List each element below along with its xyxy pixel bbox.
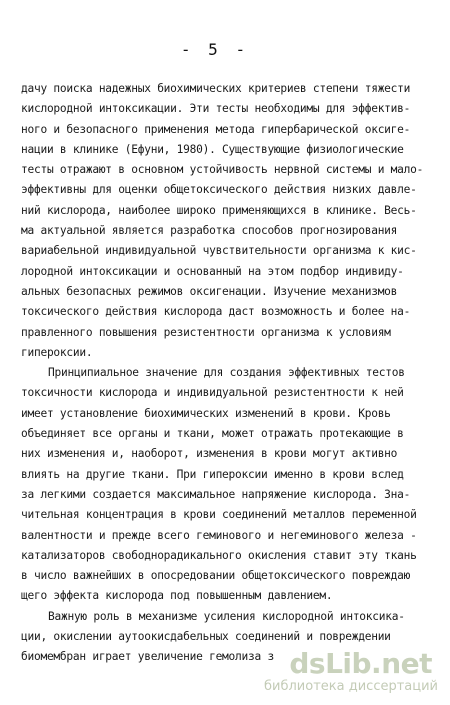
text-line: ции, окислении аутоокисдабельных соединений и повреждении xyxy=(21,630,391,644)
text-line: объединяет все органы и ткани, может отражать протекающие в xyxy=(21,427,404,441)
text-line: за легкими создается максимальное напряжение кислорода. Зна- xyxy=(21,487,411,501)
text-line: ма актуальной является разработка способов прогнозирования xyxy=(21,224,398,238)
text-line: гипероксии. xyxy=(21,345,93,359)
text-line: ного и безопасного применения метода гипербарической оксиге- xyxy=(21,122,411,136)
text-line: в число важнейших в опосредовании общетоксического повреждаю xyxy=(21,569,411,583)
text-line: тесты отражают в основном устойчивость нервной системы и мало- xyxy=(21,163,424,177)
text-line: токсичности кислорода и индивидуальной резистентности к ней xyxy=(21,386,404,400)
text-line: вариабельной индивидуальной чувствительности организма к кис- xyxy=(21,244,417,258)
text-line: нации в клинике (Ефуни, 1980). Существующие физиологические xyxy=(21,142,404,156)
text-line: чительная концентрация в крови соединений металлов переменной xyxy=(21,508,417,522)
text-line: влиять на другие ткани. При гипероксии именно в крови вслед xyxy=(21,467,404,481)
text-line: дачу поиска надежных биохимических критериев степени тяжести xyxy=(21,82,411,95)
text-line: катализаторов свободнорадикального окисления ставит эту ткань xyxy=(21,548,417,562)
watermark-logo: dsLib.net xyxy=(289,647,432,680)
body-text xyxy=(21,79,441,668)
text-line: правленного повышения резистентности организма к условиям xyxy=(21,325,391,339)
text-line: эффективны для оценки общетоксического действия низких давле- xyxy=(21,183,417,197)
text-line: валентности и прежде всего геминового и негеминового железа - xyxy=(21,528,417,542)
text-line: кислородной интоксикации. Эти тесты необходимы для эффектив- xyxy=(21,102,411,116)
paragraph-start-line: Принципиальное значение для создания эффективных тестов xyxy=(48,366,405,380)
text-line: щего эффекта кислорода под повышенным давлением. xyxy=(21,589,333,603)
watermark xyxy=(242,647,442,697)
text-line: биомембран играет увеличение гемолиза з xyxy=(21,650,274,664)
text-line: токсического действия кислорода даст возможность и более на- xyxy=(21,305,411,319)
text-line: лородной интоксикации и основанный на этом подбор индивиду- xyxy=(21,264,404,278)
text-line: альных безопасных режимов оксигенации. Изучение механизмов xyxy=(21,284,398,298)
text-line: имеет установление биохимических изменений в крови. Кровь xyxy=(21,406,391,420)
text-line: них изменения и, наоборот, изменения в крови могут активно xyxy=(21,447,398,461)
watermark-subtitle: библиотека диссертаций xyxy=(264,679,438,694)
text-line: ний кислорода, наиболее широко применяющихся в клинике. Весь- xyxy=(21,203,417,217)
paragraph-start-line: Важную роль в механизме усиления кислородной интоксика- xyxy=(48,609,405,623)
page-number: - 5 - xyxy=(180,40,250,59)
